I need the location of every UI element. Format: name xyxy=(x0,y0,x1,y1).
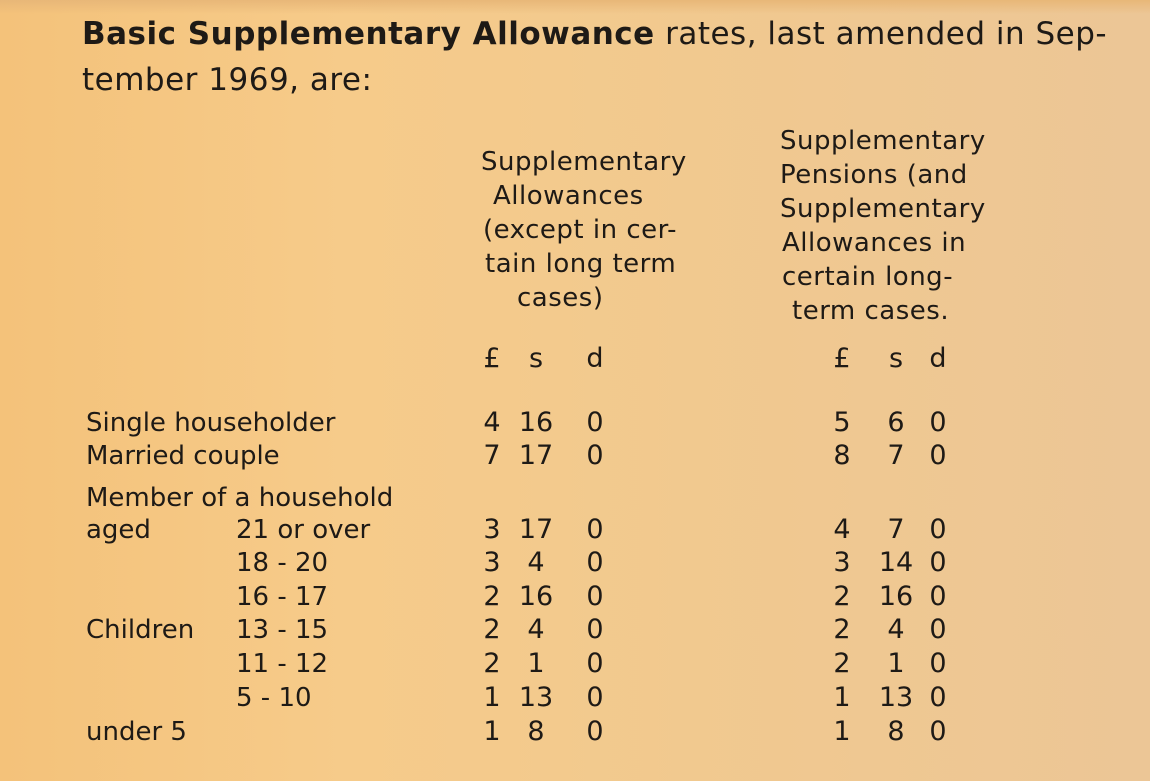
pension-rate-value: 0 xyxy=(929,547,947,578)
column-header-line: term cases. xyxy=(792,296,950,326)
column-header-line: cases) xyxy=(517,283,604,313)
row-label: Children xyxy=(86,615,195,645)
pension-rate-value: 0 xyxy=(929,514,947,545)
row-age-range: 16 - 17 xyxy=(236,582,329,612)
allowance-rate-value: 1 xyxy=(527,648,545,679)
allowance-rate-value: 0 xyxy=(586,614,604,645)
pension-rate-value: 1 xyxy=(887,648,905,679)
currency-unit-label: d xyxy=(586,343,604,374)
allowance-rate-value: 17 xyxy=(518,514,554,545)
currency-unit-label: s xyxy=(888,343,904,374)
row-age-range: 21 or over xyxy=(236,515,371,545)
currency-unit-label: d xyxy=(929,343,947,374)
pension-rate-value: 0 xyxy=(929,682,947,713)
column-header-line: Pensions (and xyxy=(780,160,968,190)
pension-rate-value: 13 xyxy=(878,682,914,713)
pension-rate-value: 8 xyxy=(887,716,905,747)
row-age-range: 18 - 20 xyxy=(236,548,329,578)
pension-rate-value: 0 xyxy=(929,716,947,747)
allowance-rate-value: 0 xyxy=(586,440,604,471)
pension-rate-value: 3 xyxy=(833,547,851,578)
allowance-rate-value: 2 xyxy=(483,581,501,612)
currency-unit-label: £ xyxy=(833,343,851,374)
allowance-rate-value: 2 xyxy=(483,648,501,679)
pension-rate-value: 7 xyxy=(887,514,905,545)
allowance-rate-value: 16 xyxy=(518,407,554,438)
allowance-rate-value: 0 xyxy=(586,407,604,438)
allowance-rate-value: 17 xyxy=(518,440,554,471)
row-age-range: 13 - 15 xyxy=(236,615,329,645)
allowance-rate-value: 16 xyxy=(518,581,554,612)
intro-line-2: tember 1969, are: xyxy=(82,62,373,98)
allowance-rate-value: 0 xyxy=(586,514,604,545)
column-header-line: (except in cer- xyxy=(483,215,678,245)
allowance-rate-value: 2 xyxy=(483,614,501,645)
column-header-line: Supplementary xyxy=(481,147,687,177)
pension-rate-value: 0 xyxy=(929,581,947,612)
column-header-line: certain long- xyxy=(782,262,954,292)
allowance-rate-value: 4 xyxy=(483,407,501,438)
allowance-rate-value: 1 xyxy=(483,716,501,747)
allowance-rate-value: 0 xyxy=(586,581,604,612)
column-header-line: Supplementary xyxy=(780,194,986,224)
pension-rate-value: 16 xyxy=(878,581,914,612)
allowance-rate-value: 3 xyxy=(483,514,501,545)
allowances-column-header xyxy=(481,145,687,315)
pension-rate-value: 1 xyxy=(833,682,851,713)
row-label: Single householder xyxy=(86,408,336,438)
allowance-rate-value: 1 xyxy=(483,682,501,713)
pensions-column-header xyxy=(780,124,986,328)
row-label: Married couple xyxy=(86,441,280,471)
pension-rate-value: 2 xyxy=(833,614,851,645)
pension-rate-value: 4 xyxy=(833,514,851,545)
pension-rate-value: 8 xyxy=(833,440,851,471)
allowance-rate-value: 4 xyxy=(527,614,545,645)
allowance-rate-value: 0 xyxy=(586,648,604,679)
allowance-rate-value: 0 xyxy=(586,716,604,747)
allowance-rate-value: 13 xyxy=(518,682,554,713)
column-header-line: tain long term xyxy=(485,249,677,279)
column-header-line: Allowances in xyxy=(782,228,967,258)
column-header-line: Supplementary xyxy=(780,126,986,156)
row-label: aged xyxy=(86,515,151,545)
currency-unit-label: £ xyxy=(483,343,501,374)
pension-rate-value: 2 xyxy=(833,648,851,679)
pension-rate-value: 14 xyxy=(878,547,914,578)
intro-bold-term: Basic Supplementary Allowance xyxy=(82,16,655,52)
pension-rate-value: 0 xyxy=(929,440,947,471)
row-age-range: 5 - 10 xyxy=(236,683,312,713)
page-edge-shadow xyxy=(0,0,1150,14)
allowance-rate-value: 0 xyxy=(586,682,604,713)
pension-rate-value: 4 xyxy=(887,614,905,645)
pension-rate-value: 7 xyxy=(887,440,905,471)
allowance-rate-value: 4 xyxy=(527,547,545,578)
allowance-rate-value: 0 xyxy=(586,547,604,578)
allowance-rate-value: 7 xyxy=(483,440,501,471)
row-label: under 5 xyxy=(86,717,187,747)
allowance-rate-value: 8 xyxy=(527,716,545,747)
pension-rate-value: 2 xyxy=(833,581,851,612)
pension-rate-value: 0 xyxy=(929,648,947,679)
row-age-range: 11 - 12 xyxy=(236,649,329,679)
currency-unit-label: s xyxy=(528,343,544,374)
pension-rate-value: 6 xyxy=(887,407,905,438)
allowance-rate-value: 3 xyxy=(483,547,501,578)
intro-line-1 xyxy=(82,16,1107,52)
pension-rate-value: 5 xyxy=(833,407,851,438)
pension-rate-value: 0 xyxy=(929,407,947,438)
pension-rate-value: 0 xyxy=(929,614,947,645)
intro-line-1-rest: rates, last amended in Sep- xyxy=(654,16,1108,52)
member-of-household-heading: Member of a household xyxy=(86,483,394,513)
pension-rate-value: 1 xyxy=(833,716,851,747)
column-header-line: Allowances xyxy=(493,181,644,211)
